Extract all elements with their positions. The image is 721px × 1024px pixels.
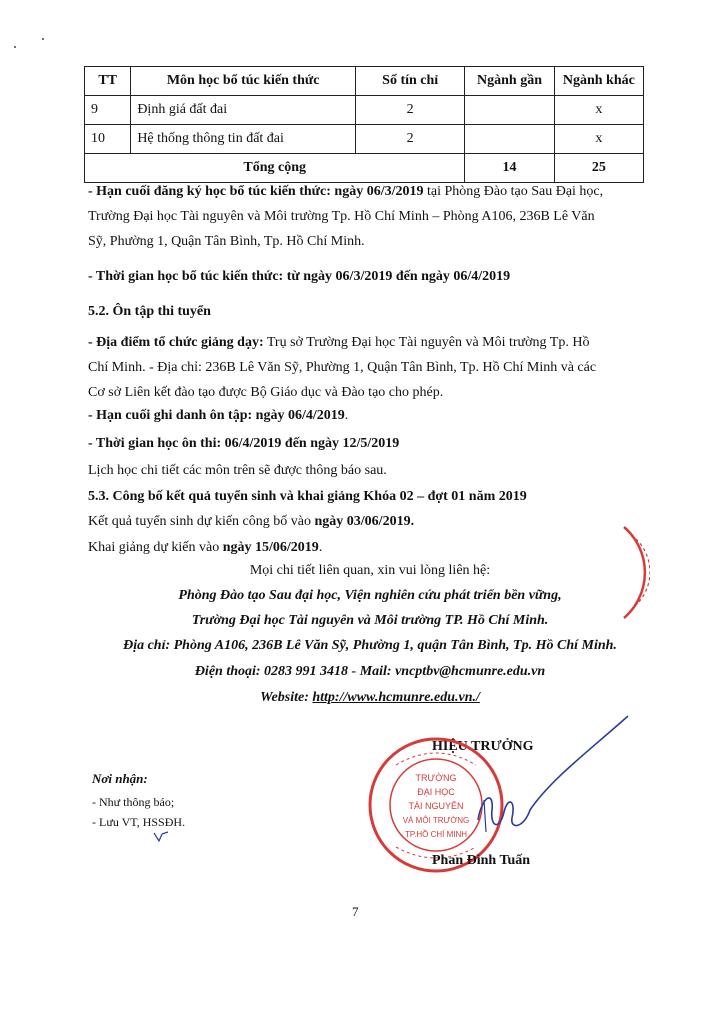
page-number: 7 [352, 904, 359, 919]
opening-end: . [318, 540, 323, 555]
signer-title: HIỆU TRƯỞNG [432, 739, 534, 754]
study-time: - Thời gian học bổ túc kiến thức: từ ngày 06/3/2019 đến ngày 06/4/2019 [88, 269, 511, 284]
total-near: 14 [465, 154, 554, 183]
table-row [85, 96, 644, 125]
contact-office: Phòng Đào tạo Sau đại học, Viện nghiên cứu phát triển bền vững, [178, 588, 562, 603]
deadline-paragraph [88, 181, 648, 253]
deadline-line2: Trường Đại học Tài nguyên và Môi trường Tp. Hồ Chí Minh – Phòng A106, 236B Lê Văn [88, 209, 595, 224]
seal-line: TP.HỒ CHÍ MINH [404, 830, 468, 839]
opening-date: ngày 15/06/2019 [222, 540, 319, 555]
deadline-line1: tại Phòng Đào tạo Sau Đại học, [423, 184, 604, 199]
col-header-near-major: Ngành gần [465, 67, 554, 96]
col-header-tt: TT [85, 67, 131, 96]
review-deadline-text: - Hạn cuối ghi danh ôn tập: ngày 06/4/2019 [88, 408, 345, 423]
review-deadline-end: . [344, 408, 349, 423]
deadline-label: - Hạn cuối đăng ký học bổ túc kiến thức: ngày 06/3/2019 [88, 184, 424, 199]
review-time: - Thời gian học ôn thi: 06/4/2019 đến ngày 12/5/2019 [88, 436, 400, 451]
seal-line: ĐẠI HỌC [417, 787, 455, 797]
row-course-name: Định giá đất đai [131, 96, 356, 125]
row-other: x [554, 125, 643, 154]
table-total-row [85, 154, 644, 183]
opening-prefix: Khai giảng dự kiến vào [88, 540, 223, 555]
row-other: x [554, 96, 643, 125]
course-table [84, 66, 644, 183]
schedule-note: Lịch học chi tiết các môn trên sẽ được thông báo sau. [88, 463, 387, 478]
recipient-item: - Lưu VT, HSSĐH. [92, 815, 186, 829]
total-label: Tổng cộng [85, 154, 465, 183]
handwritten-signature-icon [420, 700, 640, 850]
location-label: - Địa điểm tổ chức giảng dạy: [88, 335, 264, 350]
scan-speck [14, 46, 16, 48]
contact-address: Địa chỉ: Phòng A106, 236B Lê Văn Sỹ, Phường 1, quận Tân Bình, Tp. Hồ Chí Minh. [123, 638, 617, 653]
initials-mark-icon [152, 830, 170, 844]
table-header-row [85, 67, 644, 96]
col-header-credits: Số tín chỉ [356, 67, 465, 96]
table-row [85, 125, 644, 154]
review-deadline [88, 405, 648, 427]
row-tt: 10 [85, 125, 131, 154]
result-prefix: Kết quả tuyển sinh dự kiến công bố vào [88, 514, 315, 529]
total-other: 25 [554, 154, 643, 183]
col-header-other-major: Ngành khác [554, 67, 643, 96]
website-link[interactable]: http://www.hcmunre.edu.vn./ [312, 690, 480, 705]
row-credits: 2 [356, 125, 465, 154]
col-header-course: Môn học bổ túc kiến thức [131, 67, 356, 96]
contact-university: Trường Đại học Tài nguyên và Môi trường TP. Hồ Chí Minh. [191, 613, 549, 628]
website-label: Website: [260, 690, 313, 705]
opening-line [88, 537, 648, 559]
result-date: ngày 03/06/2019. [314, 514, 415, 529]
contact-phone-mail: Điện thoại: 0283 991 3418 - Mail: vncptbv@hcmunre.edu.vn [194, 664, 546, 679]
recipient-item: - Như thông báo; [92, 795, 175, 809]
row-course-name: Hệ thống thông tin đất đai [131, 125, 356, 154]
location-paragraph [88, 332, 648, 404]
row-tt: 9 [85, 96, 131, 125]
location-line3: Cơ sở Liên kết đào tạo được Bộ Giáo dục và Đào tạo cho phép. [88, 385, 444, 400]
partial-seal-edge-icon [600, 525, 650, 620]
seal-line: TÀI NGUYÊN [408, 801, 464, 811]
row-credits: 2 [356, 96, 465, 125]
scan-speck [42, 38, 44, 40]
seal-line: VÀ MÔI TRƯỜNG [402, 816, 470, 825]
signer-name: Phan Đình Tuấn [432, 853, 531, 868]
contact-intro: Mọi chi tiết liên quan, xin vui lòng liên hệ: [249, 563, 491, 578]
row-near [465, 125, 554, 154]
section-5-2-heading: 5.2. Ôn tập thi tuyển [88, 304, 211, 319]
recipients-title: Nơi nhận: [92, 771, 148, 786]
deadline-line3: Sỹ, Phường 1, Quận Tân Bình, Tp. Hồ Chí Minh. [88, 234, 365, 249]
section-5-3-heading: 5.3. Công bố kết quả tuyển sinh và khai giảng Khóa 02 – đợt 01 năm 2019 [88, 489, 527, 504]
seal-line: TRƯỜNG [415, 773, 457, 783]
location-line2: Chí Minh. - Địa chỉ: 236B Lê Văn Sỹ, Phường 1, Quận Tân Bình, Tp. Hồ Chí Minh và các [88, 360, 597, 375]
result-line [88, 511, 648, 533]
row-near [465, 96, 554, 125]
location-line1: Trụ sở Trường Đại học Tài nguyên và Môi trường Tp. Hồ [263, 335, 590, 350]
